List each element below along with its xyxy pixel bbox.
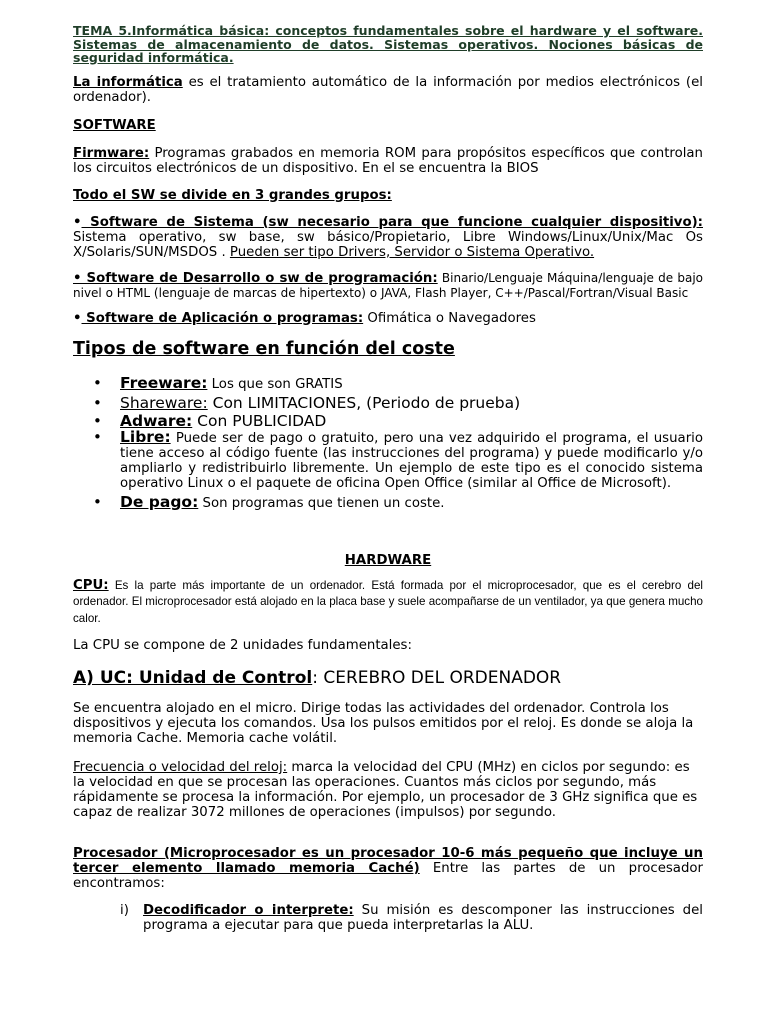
sw-aplicacion-text: Ofimática o Navegadores [363, 310, 536, 326]
cpu-paragraph [73, 578, 703, 628]
procesador-term: Procesador (Microprocesador es un procesador 10-6 más pequeño que incluye un tercer elemento llamado memoria Caché) [73, 846, 703, 876]
uc-heading [73, 667, 703, 689]
uc-description: Se encuentra alojado en el micro. Dirige todas las actividades del ordenador. Controla los dispositivos y ejecuta los comandos. Usa los pulsos emitidos por el reloj. Es donde se aloja la memoria Cache. Memoria cache volátil. [73, 701, 694, 746]
decodificador-text: Su misión es descomponer las instrucciones del programa a ejecutar para que pueda interpretarlas la ALU. [143, 903, 703, 933]
libre-term: Libre: [120, 427, 171, 446]
sw-sistema-paragraph [73, 215, 703, 260]
list-item-shareware [73, 394, 703, 412]
de-pago-term: De pago: [120, 492, 199, 511]
freeware-text: Los que son GRATIS [207, 376, 343, 392]
firmware-text: Programas grabados en memoria ROM para propósitos específicos que controlan los circuitos electrónicos de un dispositivo. En el se encuentra la BIOS [73, 145, 703, 176]
sw-desarrollo-term-wrap [73, 271, 438, 286]
shareware-text: Con LIMITACIONES, (Periodo de prueba) [207, 393, 521, 412]
cpu-text: Es la parte más importante de un ordenador. Está formada por el microprocesador, que es el cerebro del ordenador. El microprocesador está alojado en la placa base y suele acompañarse de un ventilador, ya que genera mucho calor. [73, 578, 703, 625]
hardware-heading: HARDWARE [344, 552, 432, 568]
sw-sistema-text-underlined: Pueden ser tipo Drivers, Servidor o Sistema Operativo. [229, 244, 595, 260]
sw-sistema-bullet: • [73, 214, 82, 230]
frecuencia-paragraph [73, 760, 703, 820]
list-item-libre [73, 427, 703, 491]
de-pago-text: Son programas que tienen un coste. [198, 495, 445, 511]
frecuencia-term: Frecuencia o velocidad del reloj: [73, 760, 288, 775]
frecuencia-text: marca la velocidad del CPU (MHz) en ciclos por segundo: es la velocidad en que se procesan las operaciones. Cuantos más ciclos por segundo, más rápidamente se procesa la información. Por ejemplo, un procesador de 3 GHz significa que es capaz de realizar 3072 millones de operaciones (impulsos) por segundo. [73, 760, 698, 820]
shareware-term: Shareware: [120, 393, 208, 412]
firmware-paragraph [73, 146, 703, 176]
uc-text: : CEREBRO DEL ORDENADOR [312, 668, 562, 688]
adware-text: Con PUBLICIDAD [192, 411, 327, 430]
sw-aplicacion-paragraph [73, 311, 703, 326]
bullet-dot: • [93, 373, 102, 392]
freeware-term: Freeware: [120, 373, 208, 392]
procesador-paragraph [73, 846, 703, 891]
software-heading: SOFTWARE [73, 117, 156, 133]
uc-term: A) UC: Unidad de Control [73, 668, 313, 688]
sw-sistema-text: Sistema operativo, sw base, sw básico/Propietario, Libre Windows/Linux/Unix/Mac Os X/Solaris/SUN/MSDOS . [73, 229, 703, 260]
tipos-software-heading: Tipos de software en función del coste [73, 338, 455, 359]
decodificador-term: Decodificador o interprete: [143, 903, 354, 918]
firmware-term: Firmware: [73, 145, 150, 161]
informatica-definition [73, 75, 703, 105]
decodificador-item [73, 903, 703, 933]
bullet-dot: • [93, 411, 102, 430]
sw-desarrollo-paragraph [73, 271, 703, 300]
adware-term: Adware: [120, 411, 193, 430]
sw-desarrollo-term: Software de Desarrollo o sw de programación: [81, 270, 438, 286]
bullet-dot: • [93, 393, 102, 412]
cpu-term: CPU: [73, 577, 109, 593]
sw-aplicacion-bullet: • [73, 310, 82, 326]
list-item-de-pago [73, 493, 703, 513]
bullet-dot: • [93, 427, 102, 446]
document-page [73, 24, 703, 933]
informatica-term: La informática [73, 74, 183, 90]
sw-aplicacion-term: Software de Aplicación o programas: [81, 310, 364, 326]
list-marker: i) [120, 903, 129, 918]
procesador-text: Entre las partes de un procesador encontramos: [73, 861, 703, 891]
tipos-software-list [73, 374, 703, 513]
list-item-freeware [73, 374, 703, 394]
bullet-dot: • [93, 492, 102, 511]
informatica-text: es el tratamiento automático de la información por medios electrónicos (el ordenador). [73, 74, 703, 105]
sw-desarrollo-bullet: • [73, 270, 82, 286]
cpu-units-line: La CPU se compone de 2 unidades fundamentales: [73, 638, 412, 653]
sw-groups-heading: Todo el SW se divide en 3 grandes grupos: [73, 187, 392, 203]
sw-sistema-term: Software de Sistema (sw necesario para que funcione cualquier dispositivo): [81, 214, 703, 230]
document-title: TEMA 5.Informática básica: conceptos fundamentales sobre el hardware y el software. Sistemas de almacenamiento de datos. Sistemas operativos. Nociones básicas de seguridad informática. [73, 23, 703, 65]
libre-text: Puede ser de pago o gratuito, pero una vez adquirido el programa, el usuario tiene acceso al código fuente (las instrucciones del programa) y puede modificarlo y/o ampliarlo y redistribuirlo libremente. Un ejemplo de este tipo es el conocido sistema operativo Linux o el paquete de oficina Open Office (similar al Office de Microsoft). [120, 430, 703, 491]
sw-desarrollo-text: Binario/Lenguaje Máquina/lenguaje de bajo nivel o HTML (lenguaje de marcas de hipertexto) o JAVA, Flash Player, C++/Pascal/Fortran/Visual Basic [73, 270, 704, 300]
